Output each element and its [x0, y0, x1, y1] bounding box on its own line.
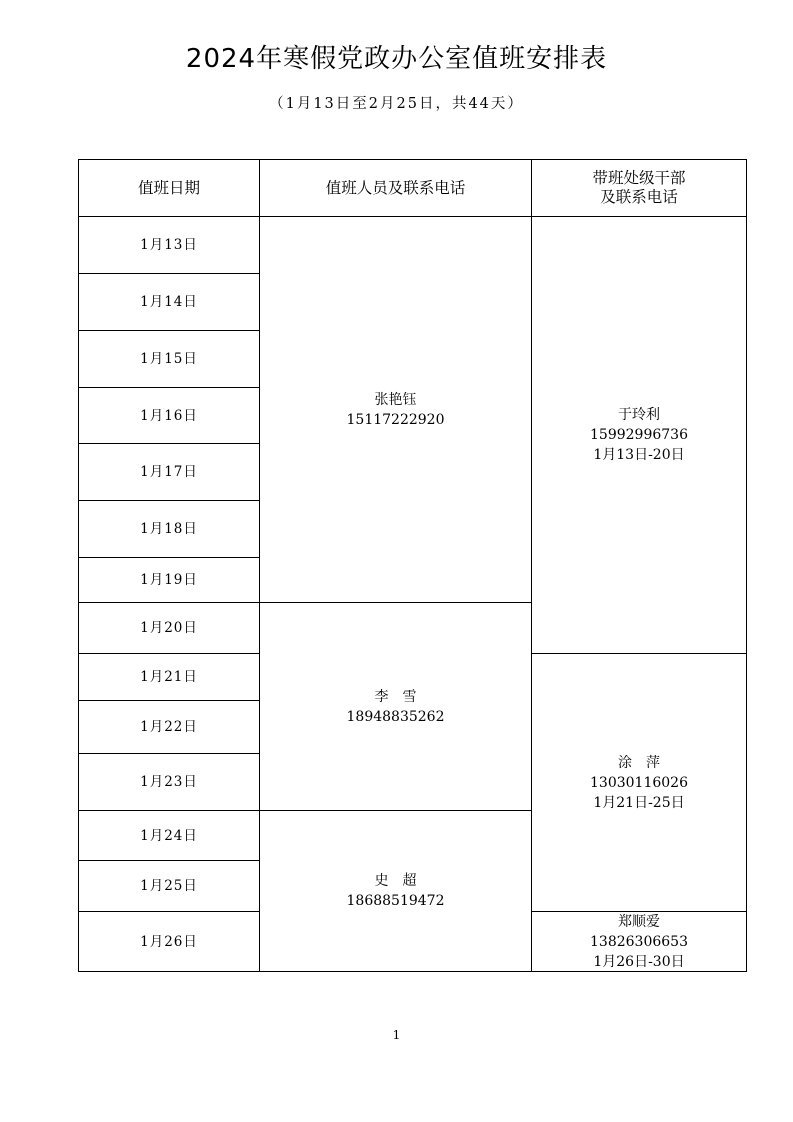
staff-cell — [260, 603, 531, 810]
leader-phone: 13826306653 — [590, 933, 688, 950]
leader-phone: 15992996736 — [590, 427, 688, 443]
header-duty-date: 值班日期 — [137, 178, 200, 197]
page-title: 2024年寒假党政办公室值班安排表 — [185, 44, 608, 74]
date-cell: 1月25日 — [140, 878, 198, 894]
date-cell: 1月15日 — [140, 351, 198, 367]
leader-period: 1月26日-30日 — [593, 953, 685, 970]
date-cell: 1月17日 — [140, 464, 198, 480]
staff-phone: 15117222920 — [346, 411, 445, 428]
staff-cell — [260, 217, 531, 602]
staff-phone: 18948835262 — [346, 708, 445, 725]
staff-phone: 18688519472 — [346, 893, 445, 909]
date-cell: 1月23日 — [140, 774, 198, 790]
leader-cell — [532, 912, 746, 971]
date-cell: 1月18日 — [140, 521, 198, 537]
date-cell: 1月13日 — [140, 237, 198, 253]
page-number: 1 — [392, 1028, 401, 1042]
date-cell: 1月26日 — [140, 933, 198, 950]
header-leader-contact: 带班处级干部 及联系电话 — [592, 169, 686, 206]
staff-cell — [260, 811, 531, 971]
date-cell: 1月22日 — [140, 719, 198, 735]
table-border-right — [746, 159, 747, 972]
date-cell: 1月21日 — [140, 669, 198, 685]
date-cell: 1月19日 — [140, 572, 198, 588]
date-cell: 1月24日 — [140, 827, 198, 844]
leader-cell — [532, 654, 746, 911]
staff-name: 史 超 — [374, 873, 417, 889]
page-subtitle: （1月13日至2月25日，共44天） — [269, 96, 524, 112]
duty-schedule-table — [78, 159, 747, 972]
leader-name: 郑顺爱 — [618, 913, 660, 930]
staff-name: 李 雪 — [374, 688, 417, 705]
leader-name: 涂 萍 — [618, 754, 660, 771]
header-staff-contact: 值班人员及联系电话 — [325, 178, 466, 197]
leader-cell — [532, 217, 746, 653]
date-cell: 1月14日 — [140, 294, 198, 310]
staff-name: 张艳钰 — [374, 391, 417, 408]
leader-period: 1月13日-20日 — [593, 447, 685, 463]
leader-period: 1月21日-25日 — [593, 794, 685, 811]
date-cell: 1月20日 — [140, 620, 198, 636]
leader-phone: 13030116026 — [590, 774, 688, 791]
leader-name: 于玲利 — [618, 407, 660, 423]
date-cell: 1月16日 — [140, 407, 198, 424]
